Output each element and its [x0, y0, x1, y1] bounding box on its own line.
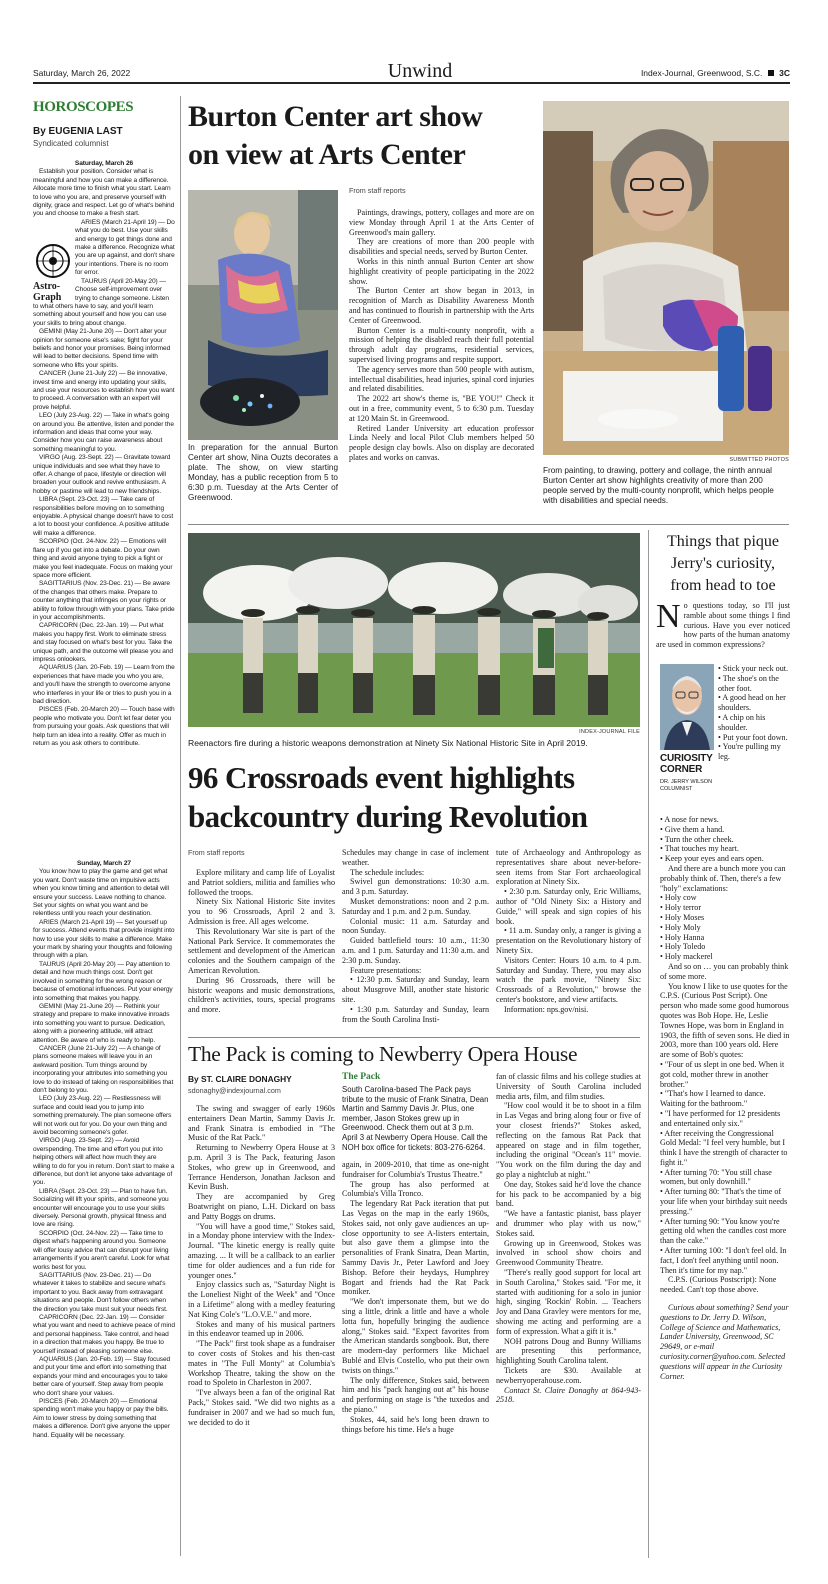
horoscope-entry: CAPRICORN (Dec. 22-Jan. 19) — Put what makes you happy first. Work to eliminate stress and stay focused on what's best for you. Take the unique path, and the outcome will please you and impress onlookers.	[33, 622, 173, 663]
quote-item: • "Four of us slept in one bed. When it got cold, mother threw in another brother."	[660, 1059, 785, 1089]
quote-item: • "That's how I learned to dance. Waiting for the bathroom."	[660, 1089, 766, 1109]
horoscope-entry: ARIES (March 21-April 19) — Set yourself up for success. Attend events that provide insight into how to use your skills to make a difference. Make your mark by sharing your thoughts and following through with a plan.	[33, 918, 175, 960]
pack-sidebar	[342, 1072, 490, 1152]
section-rule	[188, 1037, 640, 1038]
paragraph: "We don't impersonate them, but we do sing a little, drink a little and have a whole lotta fun, hopefully bringing the audience along," Stokes said. "Expect favorites from the American standards songbook. But, there are modern-day performers like Michael Bublé and Elvis Costello, who put their own twists on things."	[342, 1297, 489, 1375]
paragraph: Musket demonstrations: noon and 2 p.m. Saturday and 1 p.m. and 2 p.m. Sunday.	[342, 896, 489, 916]
curiosity-body	[660, 815, 790, 1560]
horoscope-entry: CANCER (June 21-July 22) — A change of plans someone makes will leave you in an awkward position. Turn things around by incorporating your attributes into something you love to do instead of taking on responsibilities that don't belong to you.	[33, 1044, 174, 1094]
crossroads-photo-caption: Reenactors fire during a historic weapons demonstration at Ninety Six National Historic Site in April 2019.	[188, 738, 588, 748]
horoscope-entry: SCORPIO (Oct. 24-Nov. 22) — Emotions will flare up if you get into a debate. Do your own thing and avoid anyone trying to pick a fight or make you feel inadequate. Focus on making your space more efficient.	[33, 538, 173, 579]
paragraph: The group has also performed at Columbia's Villa Tronco.	[342, 1179, 489, 1199]
quote-item: • "I have performed for 12 presidents and entertained only six."	[660, 1108, 781, 1128]
bullet-item: • Holy mackerel	[660, 952, 713, 962]
horoscope-entry: AQUARIUS (Jan. 20-Feb. 19) — Learn from the experiences that have made you who you are, and you'll have the strength to overcome anyone who interferes in your life or tries to push you in a bad direction.	[33, 664, 175, 705]
paragraph: • 1:30 p.m. Saturday and Sunday, learn from the South Carolina Insti-	[342, 1004, 489, 1024]
day1-heading: Saturday, March 26	[74, 160, 134, 167]
paragraph: Paintings, drawings, pottery, collages and more are on view Monday through April 1 at the Arts Center of Greenwood's main gallery.	[349, 208, 534, 237]
quote-item: • After turning 80: "That's the time of your life when your birthday suit needs pressing."	[660, 1187, 788, 1216]
burton-photo2-credit: SUBMITTED PHOTOS	[729, 457, 789, 463]
paragraph: And there are a bunch more you can probably think of. Then, there's a few "holy" exclamations:	[660, 863, 786, 893]
crossroads-col2	[342, 848, 489, 1038]
header-date: Saturday, March 26, 2022	[33, 68, 131, 78]
horoscope-entry: CANCER (June 21-July 22) — Be innovative, invest time and energy into updating your skills, and use your resources to establish how you want to proceed. A conversation with an expert will prove helpful.	[33, 370, 175, 411]
horoscopes-role: Syndicated columnist	[33, 139, 109, 148]
paragraph: The agency serves more than 500 people with autism, intellectual disabilities, head injuries, spinal cord injuries and related disabilities.	[349, 364, 534, 394]
horoscope-entry: PISCES (Feb. 20-March 20) — Touch base with people who motivate you. Don't let fear deter you from pursuing your goals. Ask questions that will help turn an idea into a reality. Offer as much in return as you ask others to contribute.	[33, 706, 175, 748]
horoscopes-byline: By EUGENIA LAST	[33, 126, 123, 137]
curiosity-intro: o questions today, so I'll just ramble about some things I find curious. Have you ever noticed how parts of the human anatomy are used in common expressions?	[656, 601, 790, 650]
paragraph: You know I like to use quotes for the C.P.S. (Curious Post Script). One person who made some good humorous quotes was Bob Hope. He, Leslie Townes Hope, was born in England in 1903, the fifth of seven sons. He died in 2003, more than 100 years old. Here are some of Bob's quotes:	[660, 981, 790, 1060]
pack-headline: The Pack is coming to Newberry Opera House	[188, 1042, 578, 1066]
horoscope-entry: TAURUS (April 20-May 20) — Pay attention to detail and how much things cost. Don't get involved in something for the wrong reason or because of emotional influences. Put your energy into something that makes you happy.	[33, 960, 173, 1002]
header-paper	[600, 68, 790, 78]
paragraph: One day, Stokes said he'd love the chance for his pack to be accompanied by a big band.	[496, 1179, 641, 1209]
horoscope-entry: SAGITTARIUS (Nov. 23-Dec. 21) — Be aware of the changes that others make. Prepare to counter anything that infringes on your rights or ability to follow through with your plans. Take pride in your accomplishments.	[33, 580, 175, 621]
bullet-item: • Turn the other cheek.	[660, 834, 734, 844]
bullet-item: • A nose for news.	[660, 815, 719, 824]
pack-byline: By ST. CLAIRE DONAGHY	[188, 1074, 292, 1084]
bullet-item: • Holy Hanna	[660, 932, 705, 942]
photo-reenactors	[188, 533, 640, 727]
burton-photo2-caption: From painting, to drawing, pottery and collage, the ninth annual Burton Center art show highlights creativity of more than 200 people served by the multi-county nonprofit, which helps people with disabilities and special needs.	[543, 466, 774, 505]
bullet-item: • Keep your eyes and ears open.	[660, 854, 764, 864]
bullet-item: • Stick your neck out.	[718, 664, 789, 673]
quote-item: • After turning 90: "You know you're getting old when the candles cost more than the cake."	[660, 1216, 787, 1246]
quote-item: • After turning 70: "You still chase women, but only downhill."	[660, 1167, 772, 1187]
paper-name: Index-Journal, Greenwood, S.C.	[640, 68, 763, 78]
paragraph: During 96 Crossroads, there will be historic weapons and music demonstrations, children's activities, tours, special programs and more.	[188, 975, 335, 1015]
paragraph: • 12:30 p.m. Saturday and Sunday, learn about Musgrove Mill, another state historic site.	[342, 975, 489, 1004]
pack-sidebar-title: The Pack	[342, 1072, 381, 1082]
paragraph: "There's really good support for local art in South Carolina," Stokes said. "For me, it started with auditioning for a solo in junior high, singing 'Rockin' Robin. ... Teachers Joy and Dana Gravley were mentors for me, showing me acting and performing are a form of expression. What a gift it is."	[496, 1267, 641, 1336]
crossroads-photo-credit: INDEX-JOURNAL FILE	[579, 729, 640, 735]
bullet-item: • Holy Toledo	[660, 942, 706, 952]
paragraph: The swing and swagger of early 1960s entertainers Dean Martin, Sammy Davis Jr. and Frank Sinatra is embodied in "The Music of the Rat Pack."	[188, 1104, 335, 1143]
bullet-item: • Put your foot down.	[718, 732, 788, 742]
paragraph: fan of classic films and his college studies at University of South Carolina included media arts, film, and film studies.	[496, 1072, 641, 1101]
paragraph: Information: nps.gov/nisi.	[504, 1004, 589, 1014]
horoscope-entry: ARIES (March 21-April 19) — Do what you do best. Use your skills and energy to get things done and make a difference. Recognize what you are up against, and don't share your intentions. There is no room for error.	[75, 218, 175, 277]
pack-email: sdonaghy@indexjournal.com	[188, 1086, 281, 1095]
paragraph: Schedules may change in case of inclement weather.	[342, 848, 489, 867]
burton-headline-line2: on view at Arts Center	[188, 138, 466, 171]
column-name: CURIOSITY CORNER	[660, 753, 713, 775]
paragraph: Burton Center is a multi-county nonprofit, with a mission of helping the disabled reach their full potential through adult day programs, residential services, supervised living programs and respite support.	[349, 325, 534, 364]
pack-col2	[342, 1160, 489, 1560]
pack-col1	[188, 1104, 335, 1560]
horoscope-entry: SCORPIO (Oct. 24-Nov. 22) — Take time to digest what's happening around you. Someone will offer lousy advice that can disrupt your living arrangements if you aren't careful. Look for what works best for you.	[33, 1229, 170, 1271]
paragraph: Ninety Six National Historic Site invites you to 96 Crossroads, April 2 and 3. Admission is free. All ages welcome.	[188, 897, 335, 926]
paragraph: "How cool would it be to shoot in a film in Las Vegas and bring along four or five of your closest friends?" Stokes asked, reflecting on the famous Rat Pack that appeared on stage and in film together, including the original "Ocean's 11" movie. "You work on the film during the day and go play a nightclub at night."	[496, 1101, 641, 1179]
columnist-name: DR. JERRY WILSON	[660, 779, 713, 785]
square-icon	[768, 70, 774, 76]
paragraph: • 11 a.m. Sunday only, a ranger is giving a presentation on the Revolutionary history of Ninety Six.	[496, 926, 641, 955]
paragraph: "We have a fantastic pianist, bass player and drummer who play with us now," Stokes said.	[496, 1209, 641, 1238]
day1-intro: Establish your position. Consider what is meaningful and how you can make a difference. Allocate more time to finish what you start. Learn to love who you are, and preserve yourself with dignity, grace and respect. Let go of what's behind you and choose to make a fresh start.	[33, 168, 175, 218]
bullet-item: • Holy terror	[660, 903, 702, 913]
paragraph: Colonial music: 11 a.m. Saturday and noon Sunday.	[342, 916, 489, 936]
horoscope-entry: LIBRA (Sept. 23-Oct. 23) — Plan to have fun. Socializing will lift your spirits, and someone you encounter will encourage you to use your skills diversely. Personal growth, physical fitness and love are rising.	[33, 1187, 169, 1229]
dropcap: N	[656, 601, 681, 635]
section-title: Unwind	[387, 60, 453, 82]
horoscopes-day1	[33, 158, 175, 858]
horoscope-entry: GEMINI (May 21-June 20) — Rethink your strategy and prepare to make innovative inroads into something you want to pursue. Dedication, along with a pioneering attitude, will attract attention. Be aware of who is ready to help.	[33, 1002, 170, 1044]
burton-headline	[188, 98, 538, 174]
paragraph: Visitors Center: Hours 10 a.m. to 4 p.m. Saturday and Sunday. There, you may also watch the park movie, "Ninety Six: Crossroads of a Revolution," browse the center's bookstore, and view artifacts.	[496, 955, 641, 1004]
paragraph: Guided battlefield tours: 10 a.m., 11:30 a.m. and 1 p.m. Saturday and 11:30 a.m. and 2:30 p.m. Sunday.	[342, 936, 489, 965]
paragraph: The 2022 art show's theme is, "BE YOU!" Check it out in a free, community event, 5 to 6:30 p.m. Tuesday at 120 Main St. in Greenwood.	[349, 394, 534, 423]
paragraph: "You will have a good time," Stokes said, in a Monday phone interview with the Index-Journal. "The kinetic energy is really quite amazing. ... It will be a callback to an earlier time for older audiences and a fun ride for younger ones."	[188, 1221, 335, 1280]
contact-line: Contact St. Claire Donaghy at 864-943-2518.	[496, 1385, 641, 1405]
paragraph: Works in this ninth annual Burton Center art show highlight creativity of people participating in the 2022 show.	[349, 256, 534, 286]
paragraph: again, in 2009-2010, that time as one-night fundraiser for Columbia's Trustus Theatre."	[342, 1160, 489, 1179]
paragraph: "I've always been a fan of the original Rat Pack," Stokes said. "We did two nights as a fundraiser in 2007 and we had so much fun, we decided to do it	[188, 1388, 335, 1427]
burton-body	[349, 208, 534, 513]
bullet-item: • The shoe's on the other foot.	[718, 673, 779, 693]
horoscope-entry: GEMINI (May 21-June 20) — Don't alter your opinion for someone else's sake; fight for your beliefs and honor your promises. Being informed will lead to better decisions. Spend time with someone who lifts your spirits.	[33, 328, 171, 369]
burton-headline-line1: Burton Center art show	[188, 100, 483, 133]
paragraph: Tickets are $30. Available at newberryoperahouse.com.	[496, 1365, 641, 1385]
paragraph: NOH patrons Doug and Bunny Williams are presenting this performance, highlighting South Carolina talent.	[496, 1336, 641, 1366]
columnist-role: COLUMNIST	[660, 786, 693, 792]
paragraph: Growing up in Greenwood, Stokes was involved in school show choirs and Greenwood Community Theatre.	[496, 1238, 641, 1268]
paragraph: Enjoy classics such as, "Saturday Night is the Loneliest Night of the Week" and "Once in a Lifetime" along with a medley featuring Nat King Cole's "L.O.V.E." and more.	[188, 1280, 335, 1319]
crossroads-col1	[188, 868, 335, 1038]
horoscope-entry: LEO (July 23-Aug. 22) — Restlessness will surface and could lead you to jump into something prematurely. The plan someone offers will not work out for you. Do your own thing and avoid becoming someone's gofer.	[33, 1095, 172, 1136]
bullet-item: • A good head on her shoulders.	[718, 693, 786, 713]
bullet-item: • Give them a hand.	[660, 824, 725, 834]
columnist-photo	[660, 664, 714, 750]
curiosity-side-bullets	[718, 664, 790, 814]
paragraph: Swivel gun demonstrations: 10:30 a.m. and 3 p.m. Saturday.	[342, 877, 489, 897]
burton-photo1-caption: In preparation for the annual Burton Center art show, Nina Ouzts decorates a plate. The show, on view starting Monday, has a public reception from 5 to 6:30 p.m. Tuesday at the Arts Center of Greenwood.	[188, 443, 338, 502]
horoscope-entry: LEO (July 23-Aug. 22) — Take in what's going on around you. Be attentive, listen and ponder the information and ideas that come your way. Consider how you can raise awareness about something meaningful to you.	[33, 412, 174, 453]
horoscope-entry: TAURUS (April 20-May 20) — Choose self-improvement over trying to change someone. Listen to what others have to say, and you'll learn something about yourself and how you can use your skills to bring about change.	[33, 277, 169, 327]
horoscope-entry: AQUARIUS (Jan. 20-Feb. 19) — Stay focused and put your time and effort into something that expands your mind and encourages you to take better care of yourself. Step away from people who don't share your values.	[33, 1355, 171, 1397]
horoscope-entry: SAGITTARIUS (Nov. 23-Dec. 21) — Do whatever it takes to stabilize and secure what's important to you. Back away from extravagant situations and people. Don't follow others when the direction you take must suit your needs first.	[33, 1271, 168, 1313]
horoscopes-heading: HOROSCOPES	[33, 99, 134, 115]
quote-item: • After receiving the Congressional Gold Medal: "I feel very humble, but I think I have the strength of character to fight it."	[660, 1128, 788, 1167]
paragraph: Retired Lander University art education professor Linda Neely and local Pilot Club members helped 50 people design clay bowls. Also on display are decorated plates and works on canvas.	[349, 423, 534, 462]
paragraph: tute of Archaeology and Anthropology as representatives share about never-before-seen items from Star Fort archaeological exploration at Ninety Six.	[496, 848, 641, 887]
paragraph: They are creations of more than 200 people with disabilities and special needs, served by Burton Center.	[349, 237, 534, 257]
paragraph: This Revolutionary War site is part of the National Park Service. It commemorates the settlement and development of the American colonies and the Southern campaign of the American Revolution.	[188, 926, 335, 975]
paragraph: • 2:30 p.m. Saturday only, Eric Williams, author of "Old Ninety Six: a History and Guide," will speak and sign copies of his book.	[496, 887, 641, 926]
header-rule	[33, 82, 790, 84]
paragraph: They are accompanied by Greg Boatwright on piano, L.H. Dickard on bass and Patty Boggs on drums.	[188, 1192, 335, 1221]
section-rule	[188, 524, 789, 525]
paragraph: C.P.S. (Curious Postscript): None needed. Can't top those above.	[660, 1275, 777, 1295]
paragraph: Explore military and camp life of Loyalist and Patriot soldiers, militia and families who followed the troops.	[188, 868, 335, 897]
column-divider	[180, 96, 181, 1556]
paragraph: Stokes and many of his musical partners in this endeavor teamed up in 2006.	[188, 1319, 335, 1339]
pack-sidebar-text: South Carolina-based The Pack pays tribute to the music of Frank Sinatra, Dean Martin and Sammy Davis Jr. Plus, one member, Jason Stokes grew up in Greenwood. Check them out at 3 p.m. April 3 at Newberry Opera House. Call the NOH box office for tickets: 803-276-6264.	[342, 1085, 489, 1152]
burton-byline: From staff reports	[349, 186, 406, 195]
photo-woman-painting	[543, 101, 789, 455]
paragraph: The schedule includes:	[350, 867, 425, 877]
horoscope-entry: VIRGO (Aug. 23-Sept. 22) — Avoid overspending. The time and effort you put into helping others will affect how much they are willing to do for you in return. Don't start to make a difference, but don't let anyone take advantage of you.	[33, 1137, 175, 1187]
quote-item: • After turning 100: "I don't feel old. In fact, I don't feel anything until noon. Then it's time for my nap."	[660, 1246, 787, 1275]
horoscope-entry: LIBRA (Sept. 23-Oct. 23) — Take care of responsibilities before moving on to something enjoyable. A physical change doesn't have to cost a lot to boost your confidence. A positive attitude will make a difference.	[33, 496, 174, 537]
bullet-item: • That touches my heart.	[660, 844, 739, 854]
crossroads-headline	[188, 758, 640, 836]
astrograph-label: Astro-Graph	[33, 281, 62, 303]
paragraph: "The Pack" first took shape as a fundraiser to cover costs of Stokes and his then-cast mates in "The Full Monty" at Columbia's Workshop Theatre, taking the show on the road to Spoleto in Charleston in 2007.	[188, 1339, 335, 1388]
paragraph: Returning to Newberry Opera House at 3 p.m. April 3 is The Pack, featuring Jason Stokes, who grew up in Greenwood, and Terrance Henderson, Jonathan Jackson and Kevin Bush.	[188, 1143, 335, 1192]
horoscope-entry: VIRGO (Aug. 23-Sept. 22) — Gravitate toward unique individuals and see what they have to offer. A change of pace, lifestyle or direction will broaden your outlook and revive enthusiasm. A hobby or pastime will lead to new friendships.	[33, 454, 171, 495]
pack-col3	[496, 1072, 641, 1560]
paragraph: The Burton Center art show began in 2013, in recognition of March as Disability Awareness Month and has continued to flourish in partnership with the Arts Center of Greenwood.	[349, 286, 534, 325]
crossroads-col3	[496, 848, 641, 1038]
column-divider	[648, 530, 649, 1558]
paragraph: And so on … you can probably think of some more.	[660, 961, 789, 981]
paragraph: Stokes, 44, said he's long been drawn to things before his time. He's a huge	[342, 1414, 489, 1434]
paragraph: The only difference, Stokes said, between him and his "pack hanging out at" his house and performing on stage is "the tuxedos and the piano."	[342, 1375, 489, 1414]
horoscope-entry: PISCES (Feb. 20-March 20) — Emotional spending won't make you happy or pay the bills. Aim to lower stress by doing something that makes a difference. Don't give anyone the upper hand. Equality will be necessary.	[33, 1398, 170, 1439]
horoscope-entry: CAPRICORN (Dec. 22-Jan. 19) — Consider what you want and need to achieve peace of mind and personal happiness. Take control, and head in a direction that makes you happy. Be true to yourself instead of pleasing someone else.	[33, 1313, 175, 1355]
page-number: 3C	[779, 68, 790, 78]
curiosity-headline: Things that pique Jerry's curiosity, from head to toe	[667, 533, 779, 594]
paragraph: The legendary Rat Pack iteration that put Las Vegas on the map in the early 1960s, Stokes said, not only gave audiences an up-close opportunity to see A-listers entertain, but also gave them a glimpse into the personalities of Frank Sinatra, Dean Martin, Sammy Davis Jr., Peter Lawford and Joey Bishop. Before their heydays, Humphrey Bogart and friends had the Rat Pack moniker.	[342, 1199, 489, 1297]
horoscopes-day2	[33, 858, 175, 1558]
bullet-item: • Holy Moly	[660, 922, 701, 932]
crossroads-byline: From staff reports	[188, 848, 245, 857]
crossroads-headline-line2: backcountry during Revolution	[188, 799, 588, 834]
day2-intro: You know how to play the game and get what you want. Don't waste time on impulsive acts when you know timing and attention to detail will ensure your success. Leave nothing to chance. Set your sights on what you want and be relentless until you reach your destination.	[33, 868, 169, 918]
closing-note: Curious about something? Send your questions to Dr. Jerry D. Wilson, College of Science and Mathematics, Lander University, Greenwood, SC 29649, or e-mail curiosity.corner@yahoo.com. Selected questions will appear in the Curiosity Corner.	[660, 1303, 789, 1381]
curiosity-intro-block	[656, 601, 790, 663]
bullet-item: • A chip on his shoulder.	[718, 712, 766, 732]
day2-heading: Sunday, March 27	[77, 860, 131, 867]
paragraph: Feature presentations:	[350, 965, 422, 975]
bullet-item: • Holy cow	[660, 893, 697, 903]
bullet-item: • You're pulling my leg.	[718, 742, 781, 762]
bullet-item: • Holy Moses	[660, 912, 705, 922]
photo-plate-decorating	[188, 190, 338, 440]
crossroads-headline-line1: 96 Crossroads event highlights	[188, 760, 575, 795]
